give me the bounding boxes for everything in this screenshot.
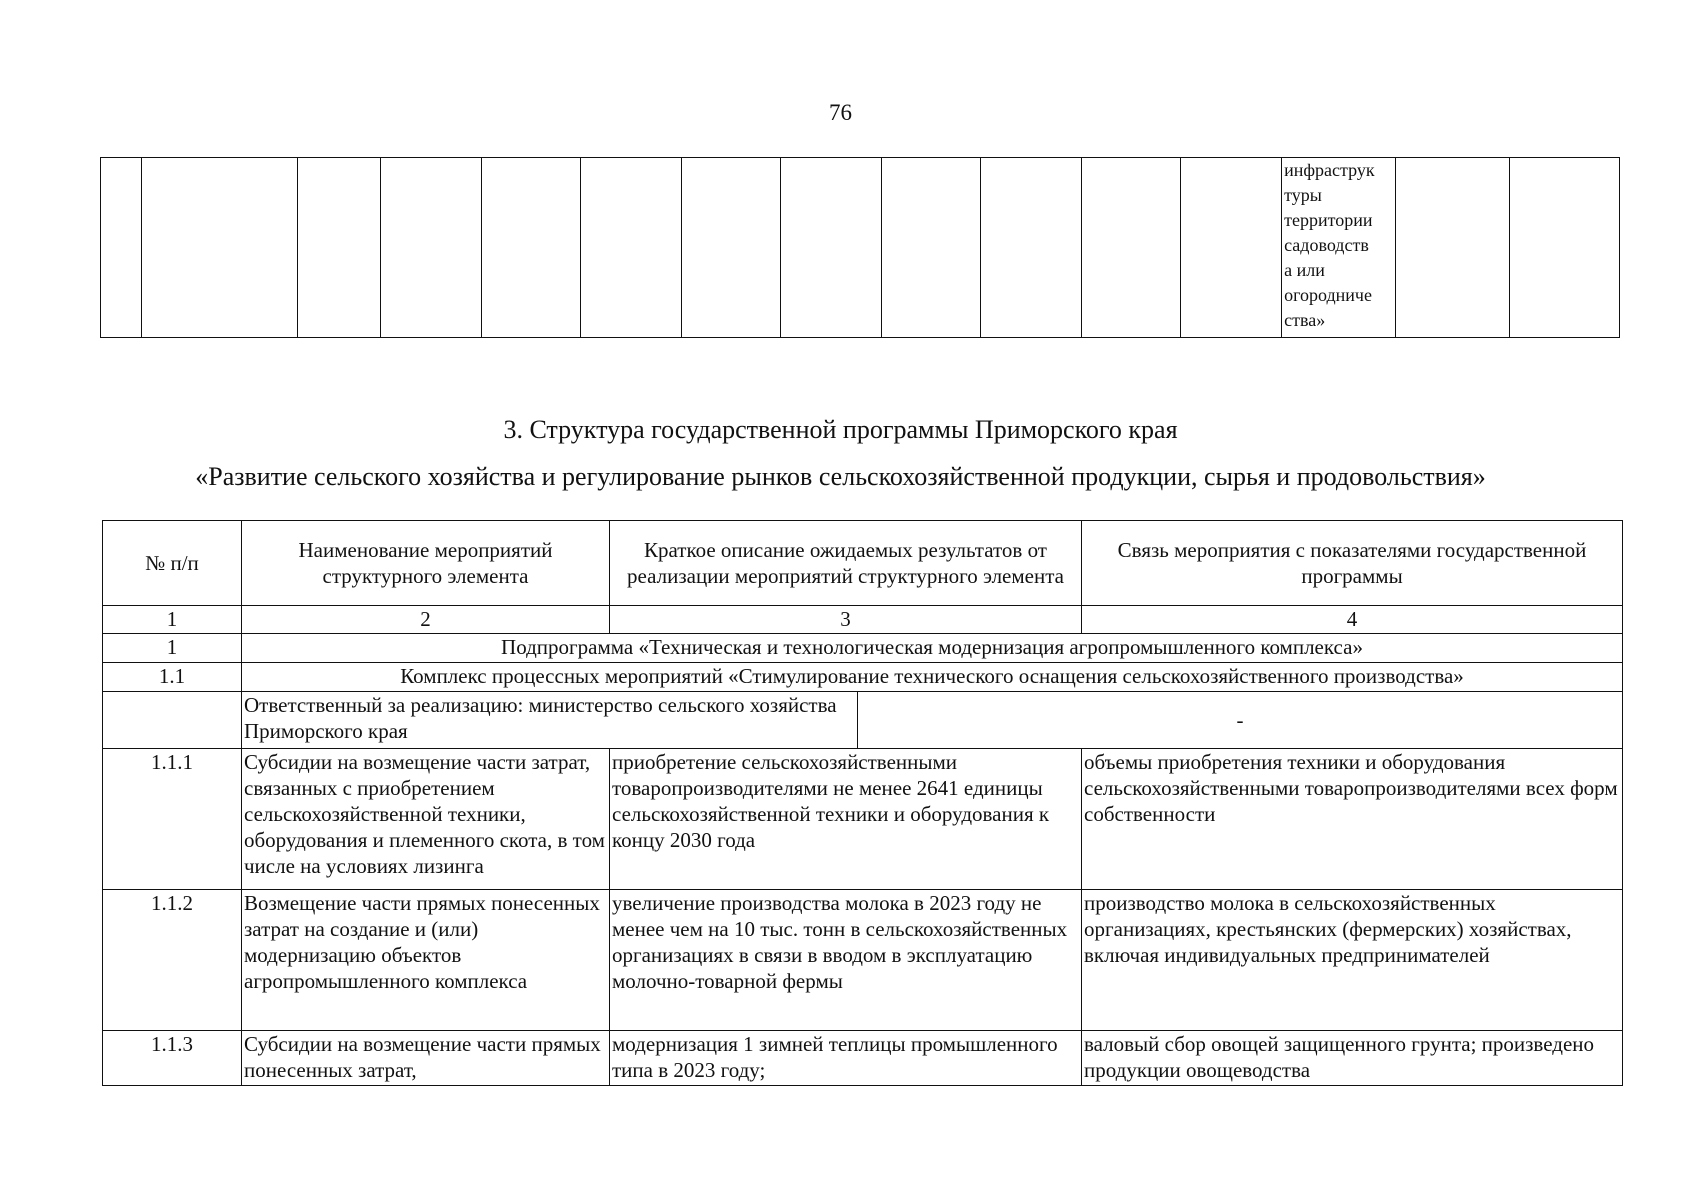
fragment-line: а или <box>1284 260 1325 280</box>
subprogram-row <box>103 634 1623 663</box>
table-row <box>103 749 1623 890</box>
fragment-line: садоводств <box>1284 235 1369 255</box>
complex-title: Комплекс процессных мероприятий «Стимулирование технического оснащения сельскохозяйственного производства» <box>242 663 1623 692</box>
complex-row <box>103 663 1623 692</box>
section-subtitle: «Развитие сельского хозяйства и регулирование рынков сельскохозяйственной продукции, сырья и продовольствия» <box>195 462 1486 491</box>
fragment-cell <box>101 158 142 338</box>
fragment-cell <box>780 158 882 338</box>
row-number: 1.1.1 <box>103 749 242 890</box>
responsible-value: - <box>858 692 1623 749</box>
complex-number: 1.1 <box>103 663 242 692</box>
row-result: увеличение производства молока в 2023 году не менее чем на 10 тыс. тонн в сельскохозяйственных организациях в связи в вводом в эксплуатацию молочно-товарной фермы <box>610 890 1082 1031</box>
row-result: приобретение сельскохозяйственными товаропроизводителями не менее 2641 единицы сельскохозяйственной техники и оборудования к концу 2030 года <box>610 749 1082 890</box>
header-cell-number: № п/п <box>103 521 242 606</box>
row-link: объемы приобретения техники и оборудования сельскохозяйственными товаропроизводителями всех форм собственности <box>1082 749 1623 890</box>
responsible-text: Ответственный за реализацию: министерство сельского хозяйства Приморского края <box>242 692 858 749</box>
column-number: 1 <box>103 606 242 634</box>
fragment-text-cell <box>1282 158 1396 338</box>
subprogram-number: 1 <box>103 634 242 663</box>
table-row <box>103 1031 1623 1086</box>
row-link: производство молока в сельскохозяйственных организациях, крестьянских (фермерских) хозяйствах, включая индивидуальных предпринимателей <box>1082 890 1623 1031</box>
responsible-number <box>103 692 242 749</box>
fragment-line: территории <box>1284 210 1373 230</box>
row-number: 1.1.2 <box>103 890 242 1031</box>
fragment-line: инфраструк <box>1284 160 1375 180</box>
fragment-cell <box>1396 158 1510 338</box>
header-cell-link: Связь мероприятия с показателями государственной программы <box>1082 521 1623 606</box>
row-result: модернизация 1 зимней теплицы промышленного типа в 2023 году; <box>610 1031 1082 1086</box>
fragment-cell <box>380 158 482 338</box>
row-number: 1.1.3 <box>103 1031 242 1086</box>
header-cell-name: Наименование мероприятий структурного элемента <box>242 521 610 606</box>
column-number: 4 <box>1082 606 1623 634</box>
row-name: Субсидии на возмещение части прямых понесенных затрат, <box>242 1031 610 1086</box>
table-row <box>103 890 1623 1031</box>
row-name: Возмещение части прямых понесенных затрат на создание и (или) модернизацию объектов агропромышленного комплекса <box>242 890 610 1031</box>
fragment-cell <box>482 158 580 338</box>
header-cell-result: Краткое описание ожидаемых результатов от реализации мероприятий структурного элемента <box>610 521 1082 606</box>
header-row <box>103 521 1623 606</box>
page-number: 76 <box>829 100 852 125</box>
section-title: 3. Структура государственной программы Приморского края <box>503 415 1178 444</box>
column-number: 3 <box>610 606 1082 634</box>
fragment-cell <box>142 158 297 338</box>
fragment-cell <box>882 158 980 338</box>
fragment-line: огородниче <box>1284 285 1372 305</box>
fragment-cell <box>1082 158 1180 338</box>
row-link: валовый сбор овощей защищенного грунта; произведено продукции овощеводства <box>1082 1031 1623 1086</box>
fragment-cell <box>1510 158 1620 338</box>
fragment-cell <box>580 158 682 338</box>
fragment-cell <box>682 158 780 338</box>
fragment-cell <box>297 158 380 338</box>
column-number: 2 <box>242 606 610 634</box>
responsible-row <box>103 692 1623 749</box>
fragment-line: ства» <box>1284 310 1326 330</box>
fragment-line: туры <box>1284 185 1322 205</box>
fragment-cell <box>1180 158 1282 338</box>
column-number-row <box>103 606 1623 634</box>
continued-table-fragment <box>100 157 1620 338</box>
subprogram-title: Подпрограмма «Техническая и технологическая модернизация агропромышленного комплекса» <box>242 634 1623 663</box>
fragment-cell <box>980 158 1082 338</box>
structure-table <box>102 520 1623 1086</box>
row-name: Субсидии на возмещение части затрат, связанных с приобретением сельскохозяйственной техники, оборудования и племенного скота, в том числе на условиях лизинга <box>242 749 610 890</box>
